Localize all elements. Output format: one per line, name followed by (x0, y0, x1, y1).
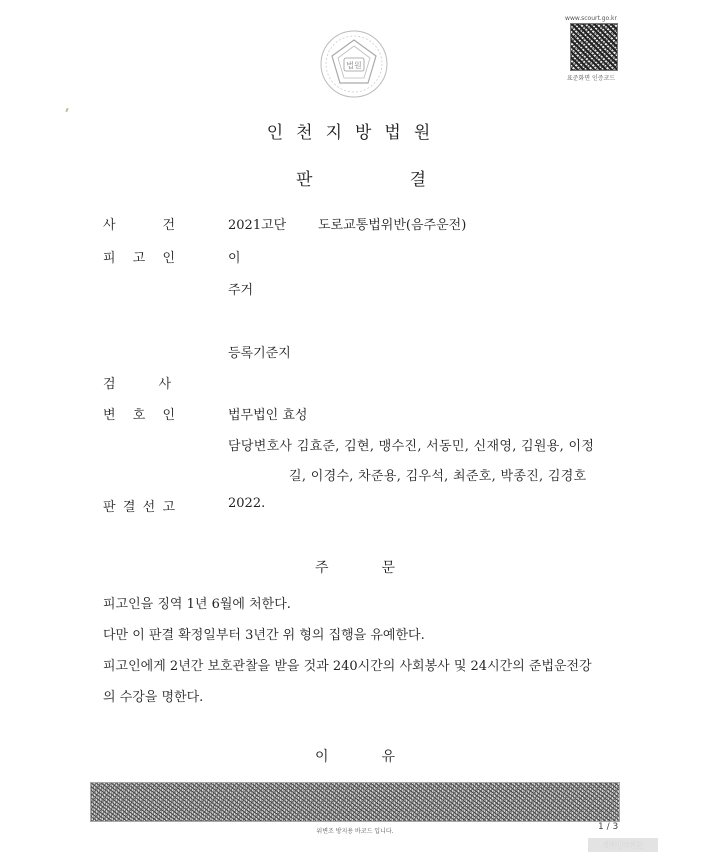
order-line: 피고인에게 2년간 보호관찰을 받을 것과 240시간의 사회봉사 및 24시간의 준법운전강 (103, 659, 592, 674)
case-label (103, 214, 175, 233)
court-badge (588, 838, 658, 852)
counsel-label (103, 404, 175, 423)
heading-char: 이 (315, 749, 329, 765)
label-char: 판 (103, 500, 116, 515)
order-heading (0, 557, 710, 577)
label-char: 검 (103, 377, 116, 392)
label-char: 사 (158, 377, 171, 392)
qr-url: www.scourt.go.kr (565, 15, 617, 22)
order-line: 의 수강을 명한다. (103, 690, 204, 705)
order-line: 다만 이 판결 확정일부터 3년간 위 형의 집행을 유예한다. (103, 628, 425, 643)
label-char: 사 (103, 218, 116, 233)
label-char: 고 (162, 500, 175, 515)
defendant-label (103, 247, 175, 266)
law-firm: 법무법인 효성 (228, 408, 308, 423)
reason-heading (0, 746, 710, 766)
court-name: 인천지방법원 (266, 123, 444, 143)
document-title-char: 판 (296, 170, 313, 190)
counsel-list-line1: 담당변호사 김효준, 김현, 맹수진, 서동민, 신재영, 김원용, 이정 (228, 439, 595, 454)
label-char: 인 (162, 251, 175, 266)
label-char: 건 (162, 218, 175, 233)
document-title (296, 165, 426, 190)
residence-label: 주거 (228, 283, 254, 298)
court-seal-icon (318, 28, 390, 100)
defendant-name: 이 (228, 251, 241, 266)
anti-forgery-barcode (90, 782, 620, 822)
heading-char: 주 (315, 560, 329, 576)
scan-speck (65, 108, 69, 112)
label-char: 결 (122, 500, 136, 515)
label-char: 고 (132, 251, 146, 266)
court-badge-text: 대한민국법원 (602, 841, 644, 849)
qr-code-icon (570, 23, 618, 71)
verdict-date: 2022. (228, 496, 266, 511)
label-char: 피 (103, 251, 116, 266)
page-number: 1 / 3 (598, 822, 619, 832)
counsel-list-line2: 길, 이경수, 차준용, 김우석, 최준호, 박종진, 김경호 (289, 469, 587, 484)
heading-char: 문 (381, 560, 395, 576)
document-title-char: 결 (409, 170, 426, 190)
label-char: 선 (142, 500, 156, 515)
label-char: 변 (103, 408, 116, 423)
registration-label: 등록기준지 (228, 346, 291, 361)
case-name: 도로교통법위반(음주운전) (318, 218, 467, 233)
heading-char: 유 (381, 749, 395, 765)
order-line: 피고인을 징역 1년 6월에 처한다. (103, 597, 291, 612)
label-char: 호 (132, 408, 146, 423)
qr-caption: 표준화면 인증코드 (566, 75, 616, 82)
case-number: 2021고단 (228, 218, 287, 233)
seal-text: 법원 (346, 61, 362, 70)
barcode-note: 위변조 방지용 바코드 입니다. (316, 828, 394, 835)
prosecutor-label (103, 373, 171, 392)
label-char: 인 (162, 408, 175, 423)
verdict-date-label (103, 496, 175, 515)
